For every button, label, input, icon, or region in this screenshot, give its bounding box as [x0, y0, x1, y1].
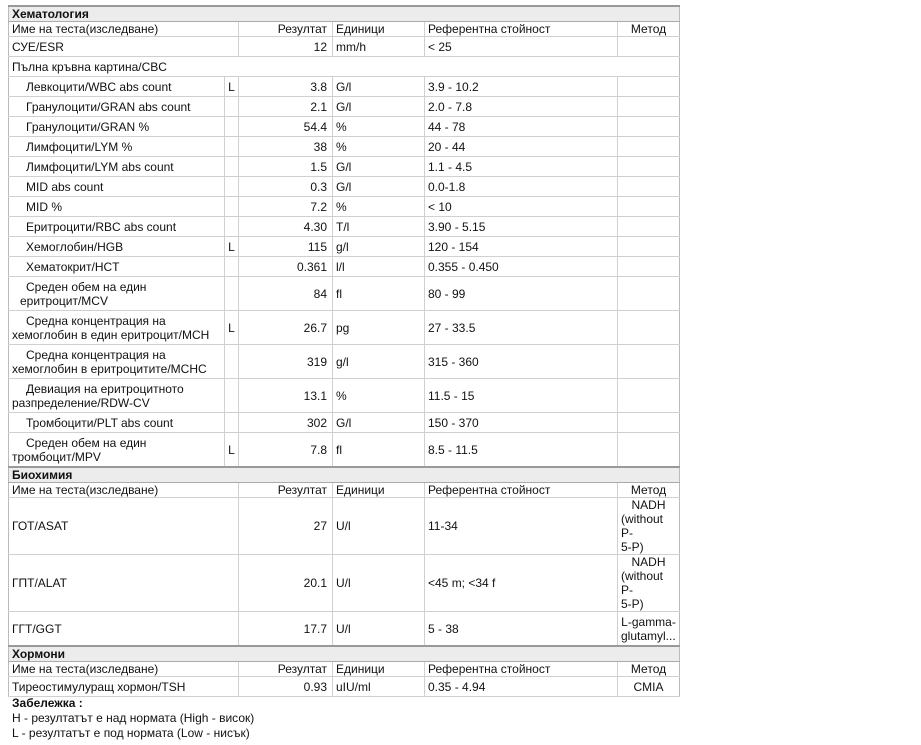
results-table	[8, 5, 680, 697]
test-name-line2: тромбоцит/MPV	[12, 449, 101, 464]
test-name: MID %	[9, 197, 225, 217]
test-name-line2: хемоглобин в един еритроцит/MCH	[12, 327, 210, 342]
method-line1: L-gamma-	[621, 614, 676, 629]
table-row	[9, 277, 680, 311]
method-line3: 5-P)	[621, 540, 644, 554]
table-row	[9, 37, 680, 57]
test-units: U/l	[333, 555, 425, 612]
test-name: Гранулоцити/GRAN %	[9, 117, 225, 137]
test-name: ГГТ/GGT	[9, 612, 239, 647]
col-header-units: Единици	[333, 483, 425, 498]
flag	[225, 197, 239, 217]
test-group-name: Пълна кръвна картина/CBC	[9, 57, 680, 77]
test-name: Левкоцити/WBC abs count	[9, 77, 225, 97]
flag	[225, 97, 239, 117]
test-method	[618, 345, 680, 379]
col-header-result: Резултат	[239, 22, 333, 37]
test-ref: 0.35 - 4.94	[425, 677, 618, 697]
table-row	[9, 57, 680, 77]
flag	[225, 413, 239, 433]
test-result: 38	[239, 137, 333, 157]
test-name-line1: Среден обем на един	[26, 279, 147, 294]
test-ref: 8.5 - 11.5	[425, 433, 618, 468]
test-name: Лимфоцити/LYM %	[9, 137, 225, 157]
flag-low: L	[225, 237, 239, 257]
table-row	[9, 157, 680, 177]
method-line2: glutamyl...	[621, 628, 676, 643]
flag	[225, 277, 239, 311]
test-name: ГПТ/ALAT	[9, 555, 239, 612]
flag	[225, 177, 239, 197]
test-units: l/l	[333, 257, 425, 277]
flag	[225, 117, 239, 137]
table-row	[9, 379, 680, 413]
test-units: pg	[333, 311, 425, 345]
test-units: fl	[333, 433, 425, 468]
test-method	[618, 177, 680, 197]
table-row	[9, 311, 680, 345]
test-result: 17.7	[239, 612, 333, 647]
flag	[225, 137, 239, 157]
col-header-ref: Референтна стойност	[425, 483, 618, 498]
section-title: Биохимия	[9, 467, 680, 483]
table-row	[9, 498, 680, 555]
table-row	[9, 555, 680, 612]
test-result: 3.8	[239, 77, 333, 97]
test-result: 0.93	[239, 677, 333, 697]
flag	[225, 257, 239, 277]
test-method: CMIA	[618, 677, 680, 697]
test-result: 4.30	[239, 217, 333, 237]
test-units: U/l	[333, 498, 425, 555]
col-header-name: Име на теста(изследване)	[9, 662, 239, 677]
flag-low: L	[225, 311, 239, 345]
test-ref: 150 - 370	[425, 413, 618, 433]
test-result: 7.8	[239, 433, 333, 468]
test-units: uIU/ml	[333, 677, 425, 697]
flag	[225, 379, 239, 413]
section-header-biochemistry	[9, 467, 680, 483]
test-name: Хематокрит/HCT	[9, 257, 225, 277]
test-ref: 0.0-1.8	[425, 177, 618, 197]
test-method	[618, 157, 680, 177]
section-header-hematology	[9, 6, 680, 22]
col-header-units: Единици	[333, 22, 425, 37]
test-ref: 1.1 - 4.5	[425, 157, 618, 177]
test-units: G/l	[333, 413, 425, 433]
test-units: U/l	[333, 612, 425, 647]
test-ref: < 10	[425, 197, 618, 217]
col-header-method: Метод	[618, 483, 680, 498]
test-method	[618, 77, 680, 97]
test-result: 13.1	[239, 379, 333, 413]
test-result: 0.361	[239, 257, 333, 277]
table-row	[9, 257, 680, 277]
table-row	[9, 433, 680, 468]
test-units: mm/h	[333, 37, 425, 57]
test-ref: 11-34	[425, 498, 618, 555]
note-high: H - резултатът е над нормата (High - висок)	[12, 711, 255, 725]
col-header-name: Име на теста(изследване)	[9, 22, 239, 37]
test-units: G/l	[333, 77, 425, 97]
test-name: ГОТ/ASAT	[9, 498, 239, 555]
test-method	[618, 379, 680, 413]
test-result: 2.1	[239, 97, 333, 117]
notes-title	[12, 696, 254, 711]
test-method	[618, 498, 680, 555]
test-method	[618, 277, 680, 311]
test-name: Тромбоцити/PLT abs count	[9, 413, 225, 433]
section-header-hormones	[9, 646, 680, 662]
method-line1: NADH	[631, 498, 666, 512]
test-ref: 5 - 38	[425, 612, 618, 647]
table-row	[9, 413, 680, 433]
test-name	[9, 433, 225, 468]
test-result: 302	[239, 413, 333, 433]
column-header-row	[9, 483, 680, 498]
test-units: G/l	[333, 177, 425, 197]
test-ref: 315 - 360	[425, 345, 618, 379]
method-line2: (without P-	[621, 569, 664, 597]
col-header-ref: Референтна стойност	[425, 662, 618, 677]
col-header-method: Метод	[618, 662, 680, 677]
notes-title-text: Забележка :	[12, 696, 83, 710]
test-ref: 44 - 78	[425, 117, 618, 137]
table-row	[9, 237, 680, 257]
method-line1: NADH	[631, 555, 666, 569]
test-method	[618, 413, 680, 433]
test-result: 12	[239, 37, 333, 57]
col-header-name: Име на теста(изследване)	[9, 483, 239, 498]
test-ref: 0.355 - 0.450	[425, 257, 618, 277]
table-row	[9, 77, 680, 97]
test-result: 1.5	[239, 157, 333, 177]
lab-results-report	[8, 5, 679, 697]
table-row	[9, 137, 680, 157]
method-line3: 5-P)	[621, 597, 644, 611]
table-row	[9, 345, 680, 379]
test-name: Хемоглобин/HGB	[9, 237, 225, 257]
test-name: MID abs count	[9, 177, 225, 197]
test-method	[618, 612, 680, 647]
test-name-line1: Средна концентрация на	[26, 347, 166, 362]
test-method	[618, 37, 680, 57]
test-result: 20.1	[239, 555, 333, 612]
test-method	[618, 217, 680, 237]
test-result: 26.7	[239, 311, 333, 345]
test-result: 7.2	[239, 197, 333, 217]
test-units: G/l	[333, 97, 425, 117]
test-method	[618, 117, 680, 137]
table-row	[9, 217, 680, 237]
test-ref: 20 - 44	[425, 137, 618, 157]
test-result: 27	[239, 498, 333, 555]
col-header-ref: Референтна стойност	[425, 22, 618, 37]
test-units: g/l	[333, 345, 425, 379]
test-ref: <45 m; <34 f	[425, 555, 618, 612]
test-result: 54.4	[239, 117, 333, 137]
test-result: 319	[239, 345, 333, 379]
table-row	[9, 197, 680, 217]
test-ref: 80 - 99	[425, 277, 618, 311]
test-units: %	[333, 197, 425, 217]
table-row	[9, 97, 680, 117]
flag-low: L	[225, 433, 239, 468]
table-row	[9, 612, 680, 647]
test-name: Еритроцити/RBC abs count	[9, 217, 225, 237]
flag-low: L	[225, 77, 239, 97]
method-line2: (without P-	[621, 512, 664, 540]
test-ref: 11.5 - 15	[425, 379, 618, 413]
test-name-line2: хемоглобин в еритроцитите/MCHC	[12, 361, 207, 376]
test-name: СУЕ/ESR	[9, 37, 239, 57]
test-ref: 2.0 - 7.8	[425, 97, 618, 117]
test-name-line1: Девиация на еритроцитното	[26, 381, 184, 396]
table-row	[9, 117, 680, 137]
test-name-line2: еритроцит/MCV	[20, 293, 108, 308]
col-header-result: Резултат	[239, 662, 333, 677]
section-title: Хематология	[9, 6, 680, 22]
test-result: 84	[239, 277, 333, 311]
test-ref: 120 - 154	[425, 237, 618, 257]
test-method	[618, 311, 680, 345]
table-row	[9, 177, 680, 197]
test-units: G/l	[333, 157, 425, 177]
test-units: fl	[333, 277, 425, 311]
table-row	[9, 677, 680, 697]
column-header-row	[9, 662, 680, 677]
test-units: %	[333, 117, 425, 137]
test-ref: < 25	[425, 37, 618, 57]
test-result: 0.3	[239, 177, 333, 197]
notes-block	[12, 696, 254, 741]
column-header-row	[9, 22, 680, 37]
test-ref: 3.9 - 10.2	[425, 77, 618, 97]
col-header-result: Резултат	[239, 483, 333, 498]
test-ref: 3.90 - 5.15	[425, 217, 618, 237]
note-low: L - резултатът е под нормата (Low - нисък)	[12, 726, 250, 740]
test-method	[618, 237, 680, 257]
test-result: 115	[239, 237, 333, 257]
flag	[225, 217, 239, 237]
col-header-units: Единици	[333, 662, 425, 677]
test-units: %	[333, 137, 425, 157]
test-name	[9, 379, 225, 413]
test-units: g/l	[333, 237, 425, 257]
test-name-line1: Средна концентрация на	[26, 313, 166, 328]
col-header-method: Метод	[618, 22, 680, 37]
test-ref: 27 - 33.5	[425, 311, 618, 345]
test-method	[618, 257, 680, 277]
test-units: %	[333, 379, 425, 413]
test-name: Тиреостимулуращ хормон/TSH	[9, 677, 239, 697]
test-name: Гранулоцити/GRAN abs count	[9, 97, 225, 117]
flag	[225, 157, 239, 177]
test-units: T/l	[333, 217, 425, 237]
test-name	[9, 311, 225, 345]
test-method	[618, 197, 680, 217]
test-name	[9, 277, 225, 311]
test-method	[618, 137, 680, 157]
test-name-line1: Среден обем на един	[26, 435, 147, 450]
flag	[225, 345, 239, 379]
test-method	[618, 555, 680, 612]
test-name-line2: разпределение/RDW-CV	[12, 395, 150, 410]
section-title: Хормони	[9, 646, 680, 662]
test-method	[618, 433, 680, 468]
test-method	[618, 97, 680, 117]
test-name	[9, 345, 225, 379]
test-name: Лимфоцити/LYM abs count	[9, 157, 225, 177]
